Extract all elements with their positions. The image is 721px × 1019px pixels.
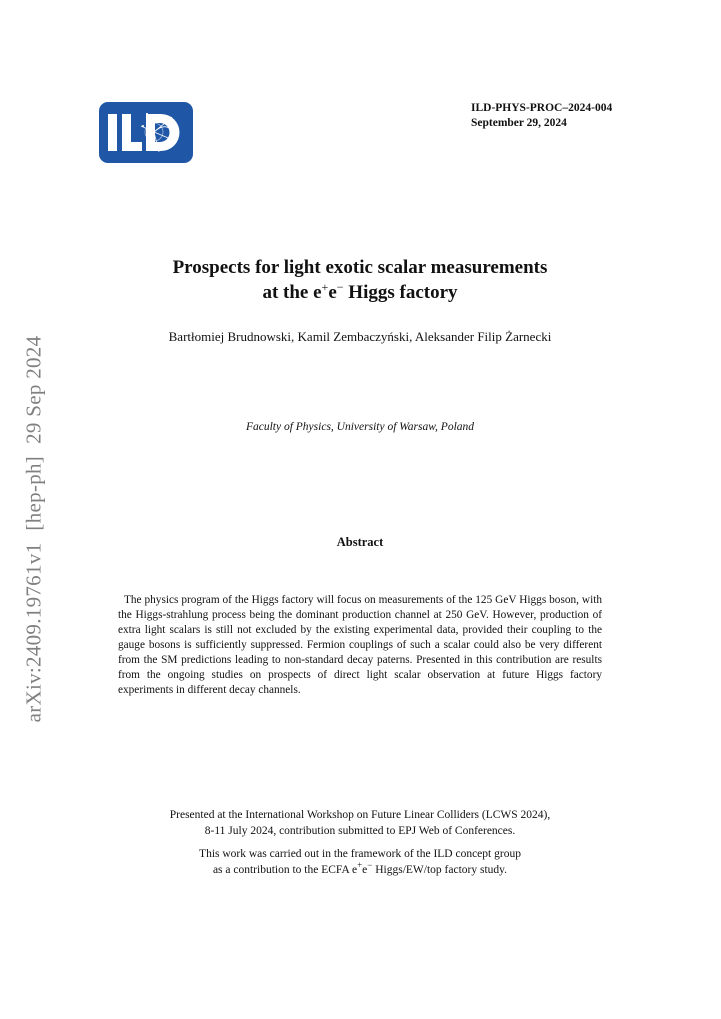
framework-note [60, 846, 660, 878]
presentation-note-line-2: 8-11 July 2024, contribution submitted to EPJ Web of Conferences. [204, 825, 516, 837]
presentation-note-line-1: Presented at the International Workshop on Future Linear Colliders (LCWS 2024), [169, 809, 551, 821]
title-sup-minus: − [336, 280, 344, 294]
framework-note-line-1: This work was carried out in the framework of the ILD concept group [199, 848, 521, 860]
framework-sup-plus: + [357, 860, 363, 870]
title-sup-plus: + [321, 280, 329, 294]
title-text-pre: at the e [262, 282, 322, 303]
abstract-body: The physics program of the Higgs factory will focus on measurements of the 125 GeV Higgs boson, with the Higgs-strahlung process being the dominant production channel at 250 GeV. However, production of extra light scalars is still not excluded by the existing experimental data, provided their coupling to the gauge bosons is sufficiently suppressed. Fermion couplings of such a scalar could also be very different from the SM predictions leading to non-standard decay paterns. Presented in this contribution are results from the ongoing studies on prospects of direct light scalar observation at future Higgs factory experiments in different decay channels. [118, 594, 602, 696]
report-header [471, 101, 612, 131]
framework-text-post: Higgs/EW/top factory study. [372, 864, 508, 876]
framework-sup-minus: − [367, 860, 373, 870]
report-date: September 29, 2024 [471, 117, 567, 129]
abstract-heading: Abstract [336, 535, 384, 549]
ild-logo-graphic [99, 102, 193, 163]
ild-logo [99, 102, 193, 163]
framework-text-mid: e [362, 864, 368, 876]
framework-note-line-2 [60, 862, 660, 878]
title-text-post: Higgs factory [343, 282, 458, 303]
arxiv-stamp [22, 336, 47, 723]
report-number: ILD-PHYS-PROC–2024-004 [471, 102, 613, 114]
author-list: Bartłomiej Brudnowski, Kamil Zembaczyński, Aleksander Filip Żarnecki [168, 329, 552, 344]
arxiv-date: 29 Sep 2024 [21, 335, 46, 444]
affiliation: Faculty of Physics, University of Warsaw, Poland [245, 421, 475, 433]
paper-title-line-2 [110, 281, 610, 305]
framework-text-pre: as a contribution to the ECFA e [212, 864, 358, 876]
paper-title-line-1: Prospects for light exotic scalar measurements [172, 257, 548, 278]
arxiv-category: [hep-ph] [21, 455, 46, 531]
presentation-note [60, 807, 660, 839]
title-text-mid: e [328, 282, 337, 303]
arxiv-id: arXiv:2409.19761v1 [21, 542, 46, 723]
